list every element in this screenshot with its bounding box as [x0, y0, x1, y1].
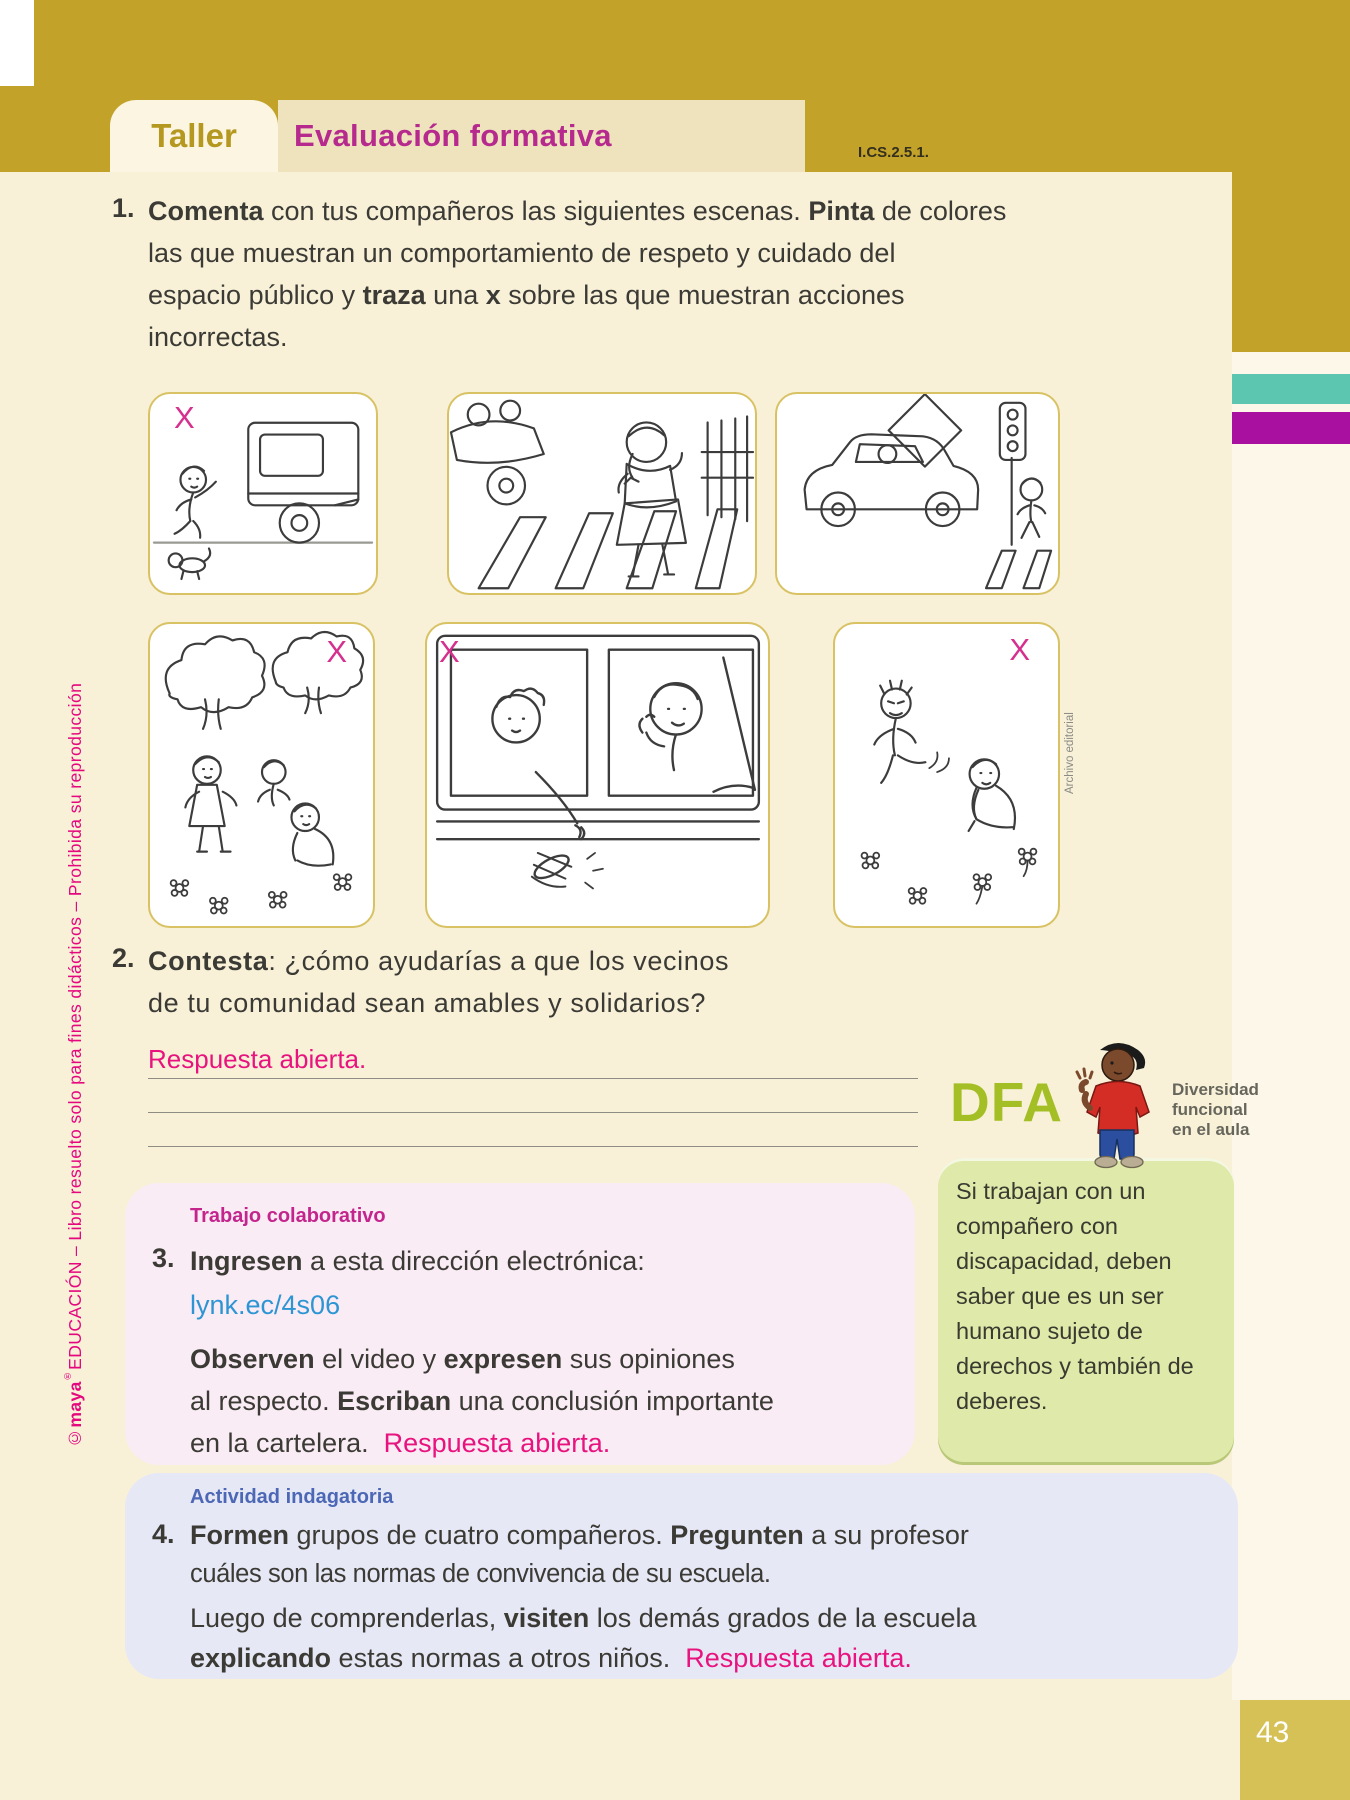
section-label-inquiry: Actividad indagatoria: [190, 1486, 394, 1508]
scene-woman-crosswalk[interactable]: [447, 392, 757, 595]
dfa-logo: DFA: [950, 1071, 1063, 1133]
item3-number: 3.: [152, 1243, 175, 1273]
item2-text: Contesta: ¿cómo ayudarías a que los vecinos de tu comunidad sean amables y solidarios?: [148, 946, 730, 1018]
page-title: Evaluación formativa: [294, 118, 612, 153]
curriculum-code: I.CS.2.5.1.: [858, 144, 929, 161]
answer-line-2[interactable]: [148, 1078, 918, 1113]
teal-color-bar: [1232, 374, 1350, 404]
tab-label: Taller: [151, 117, 237, 154]
x-mark: X: [326, 634, 347, 669]
dfa-label: Diversidad funcional en el aula: [1172, 1080, 1259, 1139]
scene-kids-park-trees[interactable]: [148, 622, 375, 928]
scene-kids-picking-flowers[interactable]: [833, 622, 1060, 928]
item3-intro: Ingresen a esta dirección electrónica:: [190, 1246, 645, 1276]
tab-taller: [110, 100, 278, 172]
item4-text-2: Luego de comprenderlas, visiten los demás grados de la escuela explicando estas normas a otros niños. Respuesta abierta.: [190, 1603, 977, 1673]
copyright-vertical-text: ©maya®EDUCACIÓN – Libro resuelto solo para fines didácticos – Prohibida su reproducción: [62, 682, 85, 1448]
magenta-color-bar: [1232, 412, 1350, 444]
scene-child-behind-truck[interactable]: [148, 392, 378, 595]
item1-number: 1.: [112, 193, 135, 223]
photo-credit: Archivo editorial: [1064, 712, 1076, 794]
open-answer: Respuesta abierta.: [148, 1044, 367, 1074]
item1-text: Comenta con tus compañeros las siguientes escenas. Pinta de colores las que muestran un comportamiento de respeto y cuidado del espacio público y traza una x sobre las que muestran acciones incorrectas.: [148, 196, 1007, 352]
x-mark: X: [1009, 632, 1030, 667]
video-link[interactable]: lynk.ec/4s06: [190, 1290, 341, 1320]
item2-number: 2.: [112, 943, 135, 973]
item4-text-1: Formen grupos de cuatro compañeros. Pregunten a su profesor cuáles son las normas de convivencia de su escuela.: [190, 1520, 969, 1588]
banner-title: [278, 100, 805, 172]
page-number: 43: [1240, 1700, 1350, 1800]
scene-car-traffic-light[interactable]: [775, 392, 1060, 595]
right-gold-block: [1232, 0, 1350, 352]
right-margin: [1232, 352, 1350, 1700]
answer-line-3[interactable]: [148, 1112, 918, 1147]
item3-text: Observen el video y expresen sus opiniones al respecto. Escriban una conclusión importante en la cartelera. Respuesta abierta.: [190, 1344, 774, 1458]
answer-line-1[interactable]: [148, 1044, 918, 1079]
x-mark: X: [439, 634, 460, 669]
section-label-collaborative: Trabajo colaborativo: [190, 1205, 386, 1227]
item4-number: 4.: [152, 1519, 175, 1549]
page-corner: [0, 0, 34, 86]
x-mark: X: [174, 400, 195, 435]
dfa-boy-illustration: [1072, 1038, 1164, 1170]
dfa-note-box: Si trabajan con un compañero con discapacidad, deben saber que es un ser humano sujeto de derechos y también de deberes.: [938, 1158, 1234, 1462]
scene-boy-littering-bus[interactable]: [425, 622, 770, 928]
